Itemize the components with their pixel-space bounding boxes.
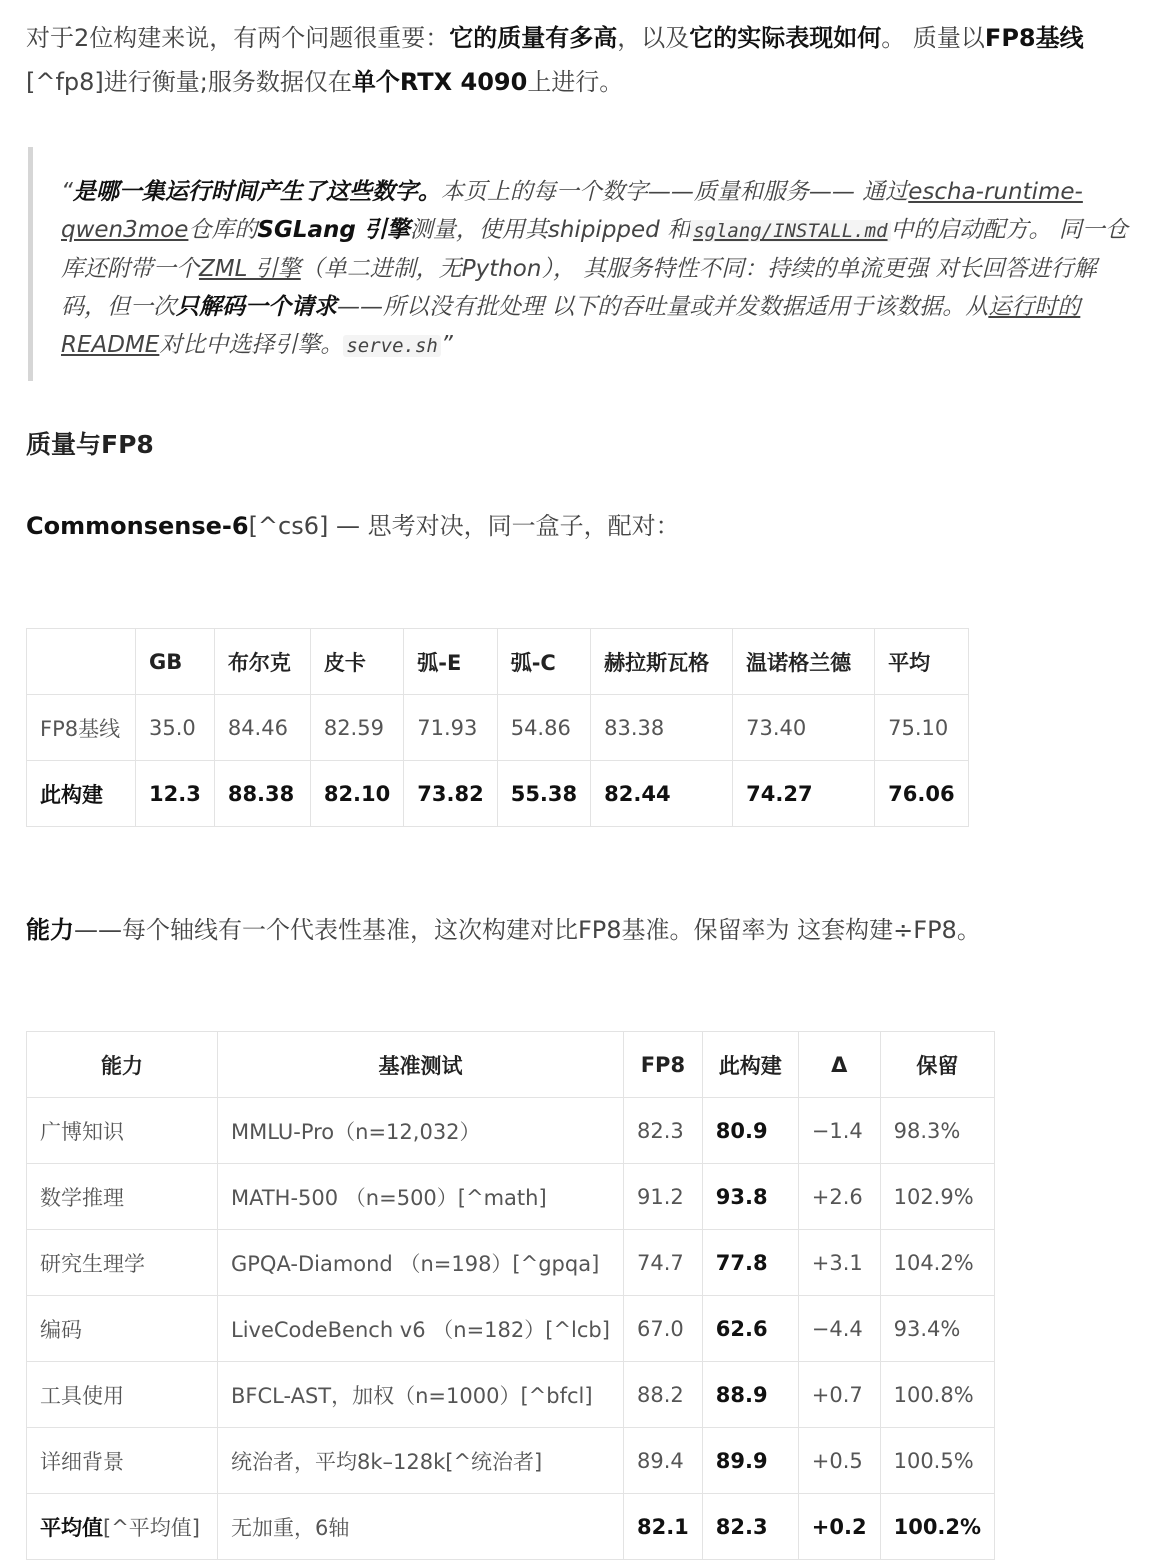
table-header-cell [27,629,136,695]
quote-text-5: （单二进制，无Python）， 其服务特性不同：持续的单流更强 对长回答进行解码，但一次 [61,256,1097,320]
average-footnote-ref: [^平均值] [103,1515,200,1540]
quote-text-4: 中的启动配方。 同一仓库还附带一个 [61,217,1128,282]
table-cell: 82.59 [310,695,403,761]
table-header-cell: 弧-E [404,629,497,695]
table-header-row [27,629,969,695]
intro-bold-performance: 它的实际表现如何 [689,24,882,52]
install-md-code: sglang/INSTALL.md [690,220,890,242]
table-header-cell: 赫拉斯瓦格 [591,629,733,695]
intro-text-5: 上进行。 [527,68,624,96]
intro-bold-single: 单个 [351,68,400,96]
table-cell: 统治者，平均8k–128k[^统治者] [218,1428,624,1494]
table-cell: 35.0 [136,695,215,761]
capability-paragraph [26,908,1136,952]
table-cell: 12.3 [136,761,215,827]
intro-text-1: 对于2位构建来说，有两个问题很重要： [26,24,450,52]
table-header-cell: 平均 [875,629,968,695]
table-cell: 研究生理学 [27,1230,218,1296]
table-cell: 83.38 [591,695,733,761]
table-cell: FP8基线 [27,695,136,761]
table-cell: 广博知识 [27,1098,218,1164]
quote-text-6: ——所以没有批处理 以下的吞吐量或并发数据适用于该数据。从 [337,294,989,320]
table-cell: −4.4 [798,1296,880,1362]
table-header-cell: 皮卡 [310,629,403,695]
quote-open-mark: “ [61,179,73,205]
repo-link[interactable]: escha-runtime-qwen3moe [61,179,1083,243]
table-cell: +0.2 [798,1494,880,1560]
table-cell: 77.8 [702,1230,798,1296]
capability-table [26,1031,995,1560]
quote-bold-heading: 是哪一集运行时间产生了这些数字。 [72,179,441,205]
quote-text-3: 测量，使用其shipipped 和 [409,217,691,243]
table-cell: 80.9 [702,1098,798,1164]
table-cell: 102.9% [880,1164,994,1230]
table-cell: 82.3 [623,1098,702,1164]
table-cell: LiveCodeBench v6 （n=182）[^lcb] [218,1296,624,1362]
commonsense-bold-label: Commonsense-6 [26,512,249,540]
table-cell: 82.10 [310,761,403,827]
table-cell: 88.2 [623,1362,702,1428]
runtime-readme-link[interactable]: 运行时的README [61,294,1081,358]
quote-close-mark: ” [440,332,453,358]
table-header-cell: Δ [798,1032,880,1098]
table-cell: MMLU-Pro（n=12,032） [218,1098,624,1164]
table-cell: 93.8 [702,1164,798,1230]
commonsense-text: [^cs6] — 思考对决，同一盒子，配对： [248,512,680,540]
table-row [27,1098,995,1164]
intro-bold-gpu: RTX 4090 [399,68,528,96]
table-cell: 104.2% [880,1230,994,1296]
table-cell: BFCL-AST，加权（n=1000）[^bfcl] [218,1362,624,1428]
table-header-cell: 布尔克 [214,629,310,695]
table-header-cell: GB [136,629,215,695]
table-cell: 无加重，6轴 [218,1494,624,1560]
table-cell: 54.86 [497,695,590,761]
table-cell: 91.2 [623,1164,702,1230]
capability-text: ——每个轴线有一个代表性基准，这次构建对比FP8基准。保留率为 这套构建÷FP8。 [74,916,981,944]
table-cell: 100.8% [880,1362,994,1428]
table-cell: 数学推理 [27,1164,218,1230]
table-cell: 89.9 [702,1428,798,1494]
quote-text-1: 本页上的每一个数字——质量和服务—— 通过 [440,179,909,205]
table-cell: 88.38 [214,761,310,827]
table-cell: 74.27 [733,761,875,827]
table-header-cell: 此构建 [702,1032,798,1098]
table-row [27,1164,995,1230]
table-row [27,761,969,827]
table-cell: +3.1 [798,1230,880,1296]
table-cell: 82.44 [591,761,733,827]
table-row [27,1362,995,1428]
commonsense-table [26,628,969,827]
table-cell: 73.40 [733,695,875,761]
serve-sh-code: serve.sh [343,335,441,357]
intro-paragraph [26,16,1136,104]
blockquote-text [61,173,1134,365]
engine-blockquote [28,147,1134,381]
quote-text-7: 对比中选择引擎。 [159,332,344,358]
table-cell: +0.5 [798,1428,880,1494]
table-cell: 93.4% [880,1296,994,1362]
table-cell: 82.3 [702,1494,798,1560]
table-row [27,1230,995,1296]
table-cell: 此构建 [27,761,136,827]
commonsense-paragraph [26,504,1136,548]
table-cell: 55.38 [497,761,590,827]
table-cell: 62.6 [702,1296,798,1362]
table-row-average [27,1494,995,1560]
table-cell: −1.4 [798,1098,880,1164]
intro-text-2: ，以及 [617,24,690,52]
intro-text-3: 。 质量以 [881,24,985,52]
table-cell: 84.46 [214,695,310,761]
table-cell: 98.3% [880,1098,994,1164]
intro-text-4: [^fp8]进行衡量;服务数据仅在 [26,68,352,96]
table-header-cell: 弧-C [497,629,590,695]
zml-engine-link[interactable]: ZML 引擎 [199,256,301,282]
table-cell: 工具使用 [27,1362,218,1428]
intro-bold-fp8-baseline: FP8基线 [984,24,1084,52]
table-row [27,695,969,761]
quote-bold-single-request: 只解码一个请求 [176,294,337,320]
install-md-link[interactable] [690,217,890,243]
table-cell: 76.06 [875,761,968,827]
table-cell: 67.0 [623,1296,702,1362]
table-header-cell: 能力 [27,1032,218,1098]
quote-bold-sglang: SGLang 引擎 [257,217,410,243]
average-label: 平均值 [40,1515,103,1540]
table-cell: 100.5% [880,1428,994,1494]
table-cell: 88.9 [702,1362,798,1428]
table-cell: 89.4 [623,1428,702,1494]
table-cell [27,1494,218,1560]
table-header-cell: 温诺格兰德 [733,629,875,695]
table-row [27,1428,995,1494]
table-row [27,1296,995,1362]
table-header-cell: FP8 [623,1032,702,1098]
table-cell: 82.1 [623,1494,702,1560]
table-cell: 75.10 [875,695,968,761]
table-header-cell: 保留 [880,1032,994,1098]
table-cell: 100.2% [880,1494,994,1560]
table-header-cell: 基准测试 [218,1032,624,1098]
section-heading-quality: 质量与FP8 [26,430,154,459]
table-cell: 74.7 [623,1230,702,1296]
table-cell: 73.82 [404,761,497,827]
table-cell: 编码 [27,1296,218,1362]
table-cell: GPQA-Diamond （n=198）[^gpqa] [218,1230,624,1296]
quote-text-2: 仓库的 [188,217,258,243]
table-cell: 详细背景 [27,1428,218,1494]
intro-bold-quality: 它的质量有多高 [449,24,618,52]
capability-bold-label: 能力 [26,916,74,944]
table-cell: 71.93 [404,695,497,761]
table-cell: MATH-500 （n=500）[^math] [218,1164,624,1230]
table-cell: +0.7 [798,1362,880,1428]
table-cell: +2.6 [798,1164,880,1230]
table-header-row [27,1032,995,1098]
